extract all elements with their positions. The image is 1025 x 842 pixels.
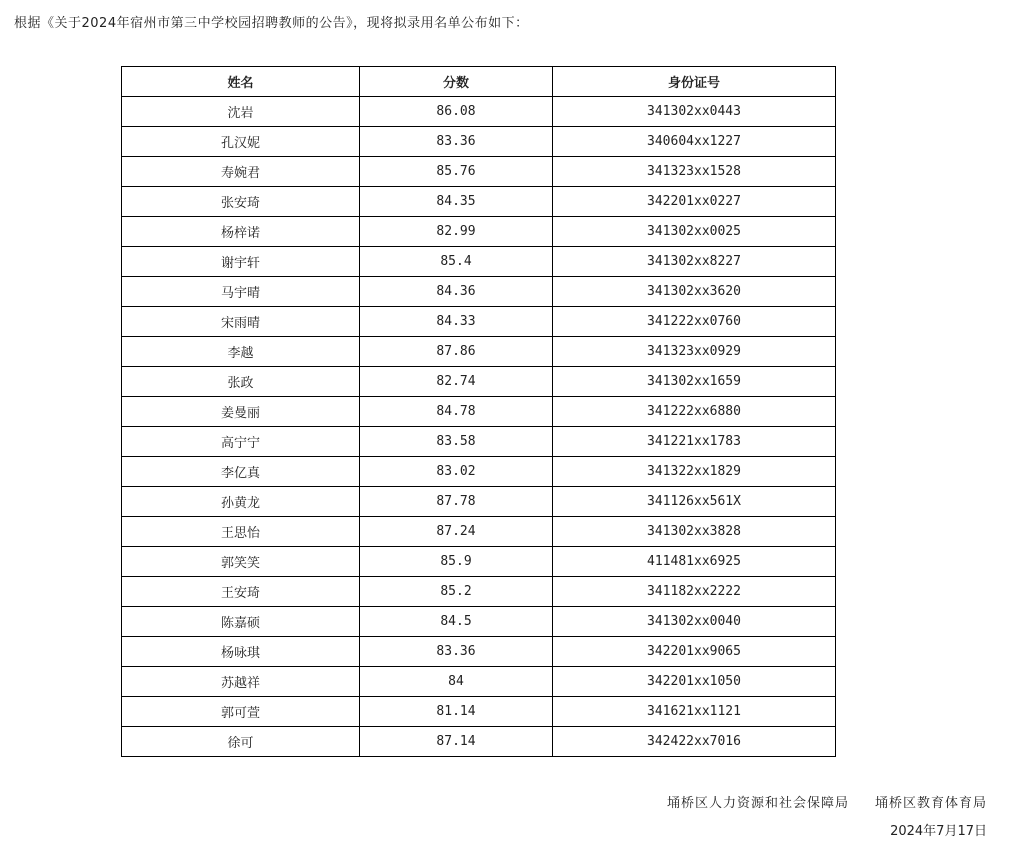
cell-score: 83.58 bbox=[360, 427, 553, 457]
table-row bbox=[122, 367, 836, 397]
table-row bbox=[122, 667, 836, 697]
table-row bbox=[122, 217, 836, 247]
cell-name: 李亿真 bbox=[122, 457, 360, 487]
cell-id-number: 342201xx1050 bbox=[553, 667, 836, 697]
table-row bbox=[122, 487, 836, 517]
table-row bbox=[122, 97, 836, 127]
cell-score: 83.36 bbox=[360, 127, 553, 157]
table-body bbox=[122, 97, 836, 757]
cell-score: 85.76 bbox=[360, 157, 553, 187]
issuer-education-bureau: 埇桥区教育体育局 bbox=[874, 796, 987, 811]
cell-name: 杨梓诺 bbox=[122, 217, 360, 247]
cell-id-number: 341302xx0025 bbox=[553, 217, 836, 247]
cell-id-number: 342201xx9065 bbox=[553, 637, 836, 667]
cell-name: 郭笑笑 bbox=[122, 547, 360, 577]
publish-date: 2024年7月17日 bbox=[890, 824, 987, 839]
table-row bbox=[122, 157, 836, 187]
table-row bbox=[122, 637, 836, 667]
cell-score: 84.36 bbox=[360, 277, 553, 307]
cell-id-number: 341221xx1783 bbox=[553, 427, 836, 457]
cell-name: 王思怡 bbox=[122, 517, 360, 547]
cell-id-number: 341323xx1528 bbox=[553, 157, 836, 187]
cell-score: 82.74 bbox=[360, 367, 553, 397]
cell-name: 宋雨晴 bbox=[122, 307, 360, 337]
cell-id-number: 340604xx1227 bbox=[553, 127, 836, 157]
cell-name: 寿婉君 bbox=[122, 157, 360, 187]
cell-name: 苏越祥 bbox=[122, 667, 360, 697]
table-row bbox=[122, 307, 836, 337]
table-header-row bbox=[122, 67, 836, 97]
cell-score: 83.36 bbox=[360, 637, 553, 667]
cell-score: 84.5 bbox=[360, 607, 553, 637]
table-row bbox=[122, 397, 836, 427]
cell-name: 杨咏琪 bbox=[122, 637, 360, 667]
cell-name: 沈岩 bbox=[122, 97, 360, 127]
table-row bbox=[122, 607, 836, 637]
cell-id-number: 341126xx561X bbox=[553, 487, 836, 517]
cell-score: 84 bbox=[360, 667, 553, 697]
cell-id-number: 341302xx0040 bbox=[553, 607, 836, 637]
issuing-agencies bbox=[667, 792, 987, 811]
cell-id-number: 341302xx8227 bbox=[553, 247, 836, 277]
cell-name: 陈嘉硕 bbox=[122, 607, 360, 637]
cell-id-number: 341322xx1829 bbox=[553, 457, 836, 487]
cell-name: 徐可 bbox=[122, 727, 360, 757]
cell-score: 82.99 bbox=[360, 217, 553, 247]
cell-name: 张政 bbox=[122, 367, 360, 397]
cell-id-number: 341302xx0443 bbox=[553, 97, 836, 127]
table-row bbox=[122, 727, 836, 757]
cell-score: 87.86 bbox=[360, 337, 553, 367]
cell-score: 81.14 bbox=[360, 697, 553, 727]
cell-score: 84.33 bbox=[360, 307, 553, 337]
intro-text: 根据《关于2024年宿州市第三中学校园招聘教师的公告》，现将拟录用名单公布如下： bbox=[14, 16, 529, 31]
cell-score: 84.35 bbox=[360, 187, 553, 217]
cell-score: 85.2 bbox=[360, 577, 553, 607]
cell-id-number: 341323xx0929 bbox=[553, 337, 836, 367]
table-row bbox=[122, 337, 836, 367]
cell-score: 85.4 bbox=[360, 247, 553, 277]
cell-id-number: 342422xx7016 bbox=[553, 727, 836, 757]
table-row bbox=[122, 427, 836, 457]
table-row bbox=[122, 517, 836, 547]
table-row bbox=[122, 457, 836, 487]
cell-score: 83.02 bbox=[360, 457, 553, 487]
table-row bbox=[122, 577, 836, 607]
table-row bbox=[122, 547, 836, 577]
cell-name: 孔汉妮 bbox=[122, 127, 360, 157]
table-row bbox=[122, 187, 836, 217]
cell-name: 李越 bbox=[122, 337, 360, 367]
cell-name: 马宇晴 bbox=[122, 277, 360, 307]
cell-score: 84.78 bbox=[360, 397, 553, 427]
cell-name: 张安琦 bbox=[122, 187, 360, 217]
cell-id-number: 411481xx6925 bbox=[553, 547, 836, 577]
column-header-score: 分数 bbox=[360, 67, 553, 97]
table-row bbox=[122, 697, 836, 727]
cell-id-number: 341302xx1659 bbox=[553, 367, 836, 397]
cell-name: 王安琦 bbox=[122, 577, 360, 607]
cell-id-number: 341621xx1121 bbox=[553, 697, 836, 727]
table-row bbox=[122, 277, 836, 307]
cell-id-number: 341222xx6880 bbox=[553, 397, 836, 427]
hiring-roster-table bbox=[121, 66, 836, 757]
table-row bbox=[122, 127, 836, 157]
cell-id-number: 341182xx2222 bbox=[553, 577, 836, 607]
table-row bbox=[122, 247, 836, 277]
cell-score: 86.08 bbox=[360, 97, 553, 127]
cell-name: 谢宇轩 bbox=[122, 247, 360, 277]
cell-name: 高宁宁 bbox=[122, 427, 360, 457]
cell-id-number: 341302xx3828 bbox=[553, 517, 836, 547]
cell-id-number: 342201xx0227 bbox=[553, 187, 836, 217]
cell-name: 郭可萱 bbox=[122, 697, 360, 727]
cell-score: 87.24 bbox=[360, 517, 553, 547]
cell-id-number: 341302xx3620 bbox=[553, 277, 836, 307]
column-header-name: 姓名 bbox=[122, 67, 360, 97]
cell-id-number: 341222xx0760 bbox=[553, 307, 836, 337]
cell-name: 孙黄龙 bbox=[122, 487, 360, 517]
column-header-id-number: 身份证号 bbox=[553, 67, 836, 97]
cell-score: 85.9 bbox=[360, 547, 553, 577]
cell-score: 87.14 bbox=[360, 727, 553, 757]
issuer-hr-bureau: 埇桥区人力资源和社会保障局 bbox=[666, 796, 849, 811]
cell-score: 87.78 bbox=[360, 487, 553, 517]
cell-name: 姜曼丽 bbox=[122, 397, 360, 427]
